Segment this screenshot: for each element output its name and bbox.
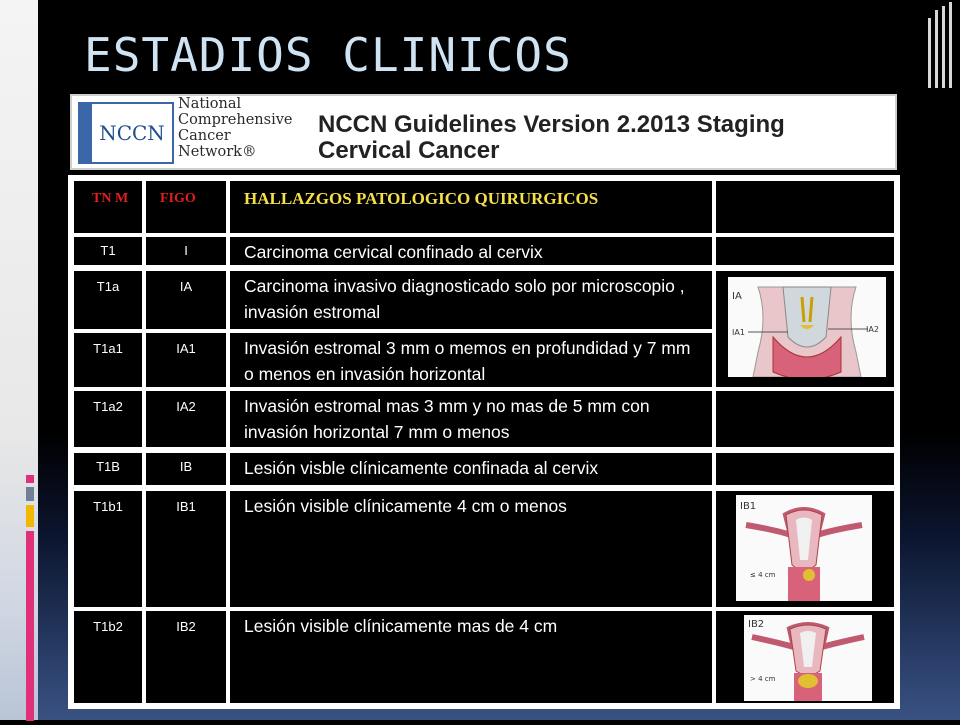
staging-table [68, 175, 900, 709]
ib2-image-cell [716, 611, 894, 703]
ia-illustration [728, 277, 886, 377]
ib1-image-cell [716, 491, 894, 607]
row-t1a1-figo: IA1 [146, 333, 226, 387]
row-t1a1-tnm: T1a1 [74, 333, 142, 387]
header-image-column [716, 181, 894, 233]
row-t1-desc: Carcinoma cervical confinado al cervix [230, 237, 712, 265]
row-t1a2-figo: IA2 [146, 391, 226, 447]
row-t1a2-tnm: T1a2 [74, 391, 142, 447]
row-t1a2-desc: Invasión estromal mas 3 mm y no mas de 5 mm con invasión horizontal 7 mm o menos [230, 391, 712, 447]
row-t1b1-figo: IB1 [146, 491, 226, 607]
row-t1b2-desc: Lesión visible clínicamente mas de 4 cm [230, 611, 712, 703]
row-t1b1-desc: Lesión visible clínicamente 4 cm o menos [230, 491, 712, 607]
ib2-uterus-diagram-icon [744, 615, 872, 701]
slide-title: ESTADIOS CLINICOS [84, 28, 572, 82]
header-tnm: TN M [74, 181, 142, 233]
guideline-title: NCCN Guidelines Version 2.2013 Staging Cervical Cancer [318, 111, 785, 164]
row-t1a2-image-cell [716, 391, 894, 447]
ia-uterus-diagram-icon [728, 277, 886, 377]
row-t1a-figo: IA [146, 271, 226, 329]
row-t1b-tnm: T1B [74, 453, 142, 485]
row-t1a-desc: Carcinoma invasivo diagnosticado solo por microscopio , invasión estromal [230, 271, 712, 329]
row-t1b2-figo: IB2 [146, 611, 226, 703]
nccn-banner [70, 94, 897, 170]
row-t1b1-tnm: T1b1 [74, 491, 142, 607]
header-figo: FIGO [146, 181, 226, 233]
row-t1b-desc: Lesión visble clínicamente confinada al cervix [230, 453, 712, 485]
ib2-label: IB2 [748, 619, 765, 630]
ia2-label: IA2 [866, 325, 879, 334]
row-t1-tnm: T1 [74, 237, 142, 265]
row-t1b-image-cell [716, 453, 894, 485]
row-t1b2-tnm: T1b2 [74, 611, 142, 703]
ib1-measure: ≤ 4 cm [750, 571, 776, 579]
ia1-label: IA1 [732, 328, 745, 337]
row-t1-figo: I [146, 237, 226, 265]
ia-label: IA [732, 291, 742, 302]
row-t1b-figo: IB [146, 453, 226, 485]
ib1-uterus-diagram-icon [736, 495, 872, 601]
ia-image-cell [716, 271, 894, 387]
row-t1a-tnm: T1a [74, 271, 142, 329]
ib1-illustration [736, 495, 872, 601]
row-t1-image-cell [716, 237, 894, 265]
ib1-label: IB1 [740, 501, 757, 512]
ib2-measure: > 4 cm [750, 675, 776, 683]
row-t1a1-desc: Invasión estromal 3 mm o memos en profundidad y 7 mm o menos en invasión horizontal [230, 333, 712, 387]
decorative-bars-icon [928, 2, 958, 88]
header-findings: HALLAZGOS PATOLOGICO QUIRURGICOS [230, 181, 712, 233]
nccn-logo: NCCN [78, 102, 174, 164]
accent-bars [26, 475, 36, 725]
organization-name: National Comprehensive Cancer Network® [178, 96, 293, 160]
ib2-illustration [744, 615, 872, 701]
